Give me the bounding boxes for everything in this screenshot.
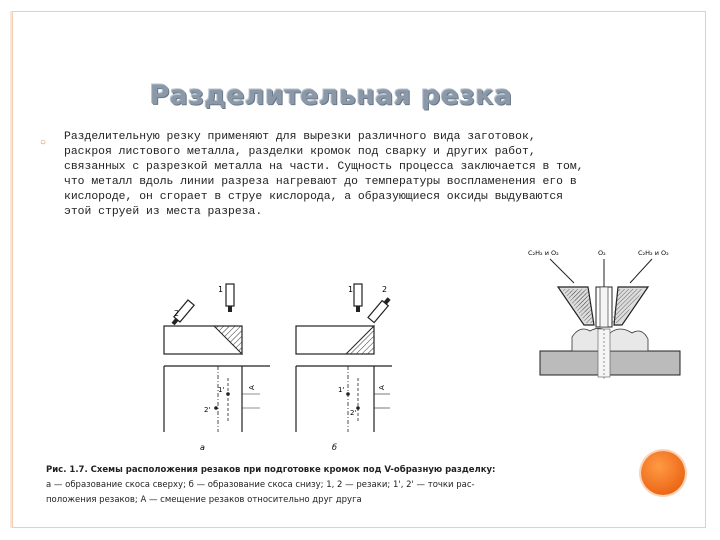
sub-label-a: а bbox=[200, 443, 205, 452]
label-2-prime: 2' bbox=[204, 406, 211, 414]
panel-b bbox=[296, 284, 392, 452]
paragraph-line: Разделительную резку применяют для вырезки различного вида заготовок, bbox=[64, 131, 536, 143]
decorative-circle bbox=[641, 451, 685, 495]
gas-label-right: C₂H₂ и O₂ bbox=[638, 249, 669, 257]
slide-title: Разделительная резка bbox=[149, 80, 513, 111]
cutting-nozzle-diagram bbox=[528, 241, 688, 391]
label-1: 1 bbox=[218, 285, 224, 294]
paragraph-line: связанных с разрезкой металла на части. Сущность процесса заключается в том, bbox=[64, 161, 584, 173]
bullet-icon: ○ bbox=[40, 137, 47, 148]
torch-placement-diagram bbox=[160, 282, 420, 462]
caption-title: Рис. 1.7. Схемы расположения резаков при подготовке кромок под V-образную разделку: bbox=[46, 465, 496, 475]
caption-line: а — образование скоса сверху; б — образование скоса снизу; 1, 2 — резаки; 1', 2' — точки рас- bbox=[46, 480, 475, 490]
label-2: 2 bbox=[174, 309, 180, 318]
label-1-prime: 1' bbox=[218, 386, 225, 394]
label-2: 2 bbox=[382, 285, 388, 294]
panel-a bbox=[164, 284, 270, 452]
caption-line: положения резаков; А — смещение резаков относительно друг друга bbox=[46, 495, 362, 505]
label-2-prime: 2' bbox=[350, 409, 357, 417]
gas-label-left: C₂H₂ и O₂ bbox=[528, 249, 559, 257]
label-a: A bbox=[378, 385, 386, 390]
figure-caption bbox=[46, 463, 516, 508]
paragraph-line: что металл вдоль линии разреза нагревают до температуры воспламенения его в bbox=[64, 176, 577, 188]
label-1-prime: 1' bbox=[338, 386, 345, 394]
paragraph-line: кислороде, он сгорает в струе кислорода, а образующиеся оксиды выдуваются bbox=[64, 191, 563, 203]
paragraph-line: этой струей из места разреза. bbox=[64, 206, 263, 218]
label-1: 1 bbox=[348, 285, 354, 294]
gas-label-center: O₂ bbox=[598, 249, 606, 257]
sub-label-b: б bbox=[332, 443, 337, 452]
body-paragraph bbox=[64, 130, 629, 220]
paragraph-line: раскроя листового металла, разделки кромок под сварку и других работ, bbox=[64, 146, 536, 158]
label-a: A bbox=[248, 385, 256, 390]
